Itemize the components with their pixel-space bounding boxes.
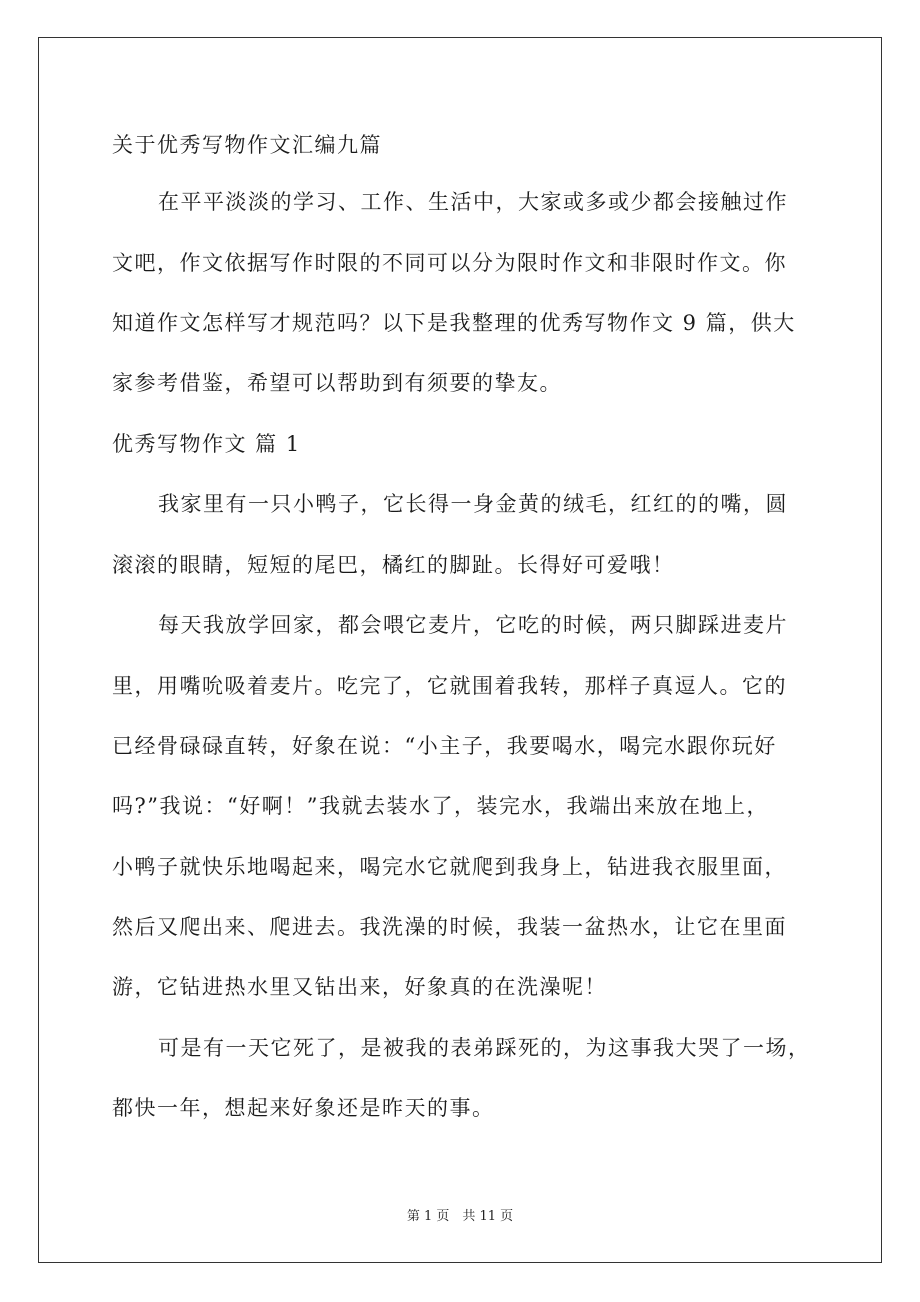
document-title: 关于优秀写物作文汇编九篇 <box>112 133 382 157</box>
page-number: 第 1 页 共 11 页 <box>406 1209 514 1224</box>
paragraph-line: 里，用嘴吮吸着麦片。吃完了，它就围着我转，那样子真逗人。它的 <box>112 674 787 698</box>
paragraph-line: 已经骨碌碌直转，好象在说：“小主子，我要喝水，喝完水跟你玩好 <box>112 734 777 758</box>
paragraph-line: 滚滚的眼睛，短短的尾巴，橘红的脚趾。长得好可爱哦！ <box>112 553 675 577</box>
paragraph-line: 吗?”我说：“好啊！”我就去装水了，装完水，我端出来放在地上， <box>112 794 769 818</box>
intro-line: 家参考借鉴，希望可以帮助到有须要的挚友。 <box>112 371 562 395</box>
paragraph-line: 小鸭子就快乐地喝起来，喝完水它就爬到我身上，钻进我衣服里面， <box>112 855 787 879</box>
intro-line: 文吧，作文依据写作时限的不同可以分为限时作文和非限时作文。你 <box>112 251 787 275</box>
intro-line: 知道作文怎样写才规范吗？以下是我整理的优秀写物作文 9 篇，供大 <box>112 311 796 335</box>
paragraph-line: 我家里有一只小鸭子，它长得一身金黄的绒毛，红红的的嘴，圆 <box>158 492 788 516</box>
paragraph-line: 然后又爬出来、爬进去。我洗澡的时候，我装一盆热水，让它在里面 <box>112 915 787 939</box>
page-border <box>38 37 882 1263</box>
paragraph-line: 游，它钻进热水里又钻出来，好象真的在洗澡呢！ <box>112 975 607 999</box>
intro-line: 在平平淡淡的学习、工作、生活中，大家或多或少都会接触过作 <box>158 190 788 214</box>
paragraph-line: 可是有一天它死了，是被我的表弟踩死的，为这事我大哭了一场， <box>158 1036 811 1060</box>
section-heading: 优秀写物作文 篇 1 <box>112 432 301 456</box>
paragraph-line: 每天我放学回家，都会喂它麦片，它吃的时候，两只脚踩进麦片 <box>158 613 788 637</box>
paragraph-line: 都快一年，想起来好象还是昨天的事。 <box>112 1096 495 1120</box>
